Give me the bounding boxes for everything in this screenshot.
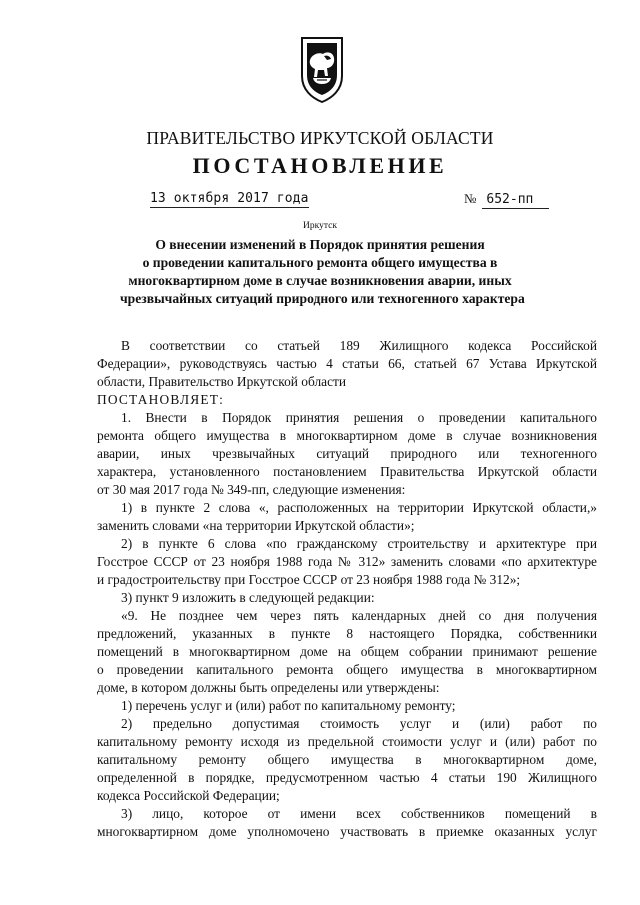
body-line: капитальному ремонту исходя из предельной стоимости услуг и (или) работ по [97,734,597,749]
body-line: аварии, иных чрезвычайных ситуаций природного или техногенного [97,446,597,461]
document-type-title: ПОСТАНОВЛЕНИЕ [192,153,448,178]
body-line: 2) предельно допустимая стоимость услуг и (или) работ по [121,716,597,731]
body-line: Федерации», руководствуясь частью 4 статьи 66, статьей 67 Устава Иркутской [97,356,597,371]
body-line: 1. Внести в Порядок принятия решения о проведении капитального [121,410,597,425]
body-line: помещений в многоквартирном доме на общем собрании принимают решение [97,644,597,659]
title-line: многоквартирном доме в случае возникновения аварии, иных [128,273,512,288]
body-line: 1) перечень услуг и (или) работ по капитальному ремонту; [121,698,456,713]
body-line: В соответствии со статьей 189 Жилищного кодекса Российской [121,338,597,353]
body-line: области, Правительство Иркутской области [97,374,347,389]
body-line: и градостроительству при Госстрое СССР от 23 ноября 1988 года № 312»; [97,572,521,587]
body-line: 3) лицо, которое от имени всех собственников помещений в [121,806,597,821]
decree-body [97,337,597,841]
body-line: 3) пункт 9 изложить в следующей редакции: [121,590,375,605]
resolves-heading: ПОСТАНОВЛЯЕТ: [97,392,225,407]
title-line: о проведении капитального ремонта общего имущества в [142,255,498,270]
body-line: предложений, указанных в пункте 8 настоящего Порядка, собственники [97,626,597,641]
body-line: 1) в пункте 2 слова «, расположенных на территории Иркутской области,» [121,500,597,515]
city-name: Иркутск [303,221,337,231]
body-line: доме, в котором должны быть определены или утверждены: [97,680,440,695]
title-line: чрезвычайных ситуаций природного или техногенного характера [120,291,525,306]
coat-of-arms-icon [297,36,347,104]
body-line: «9. Не позднее чем через пять календарных дней со дня получения [121,608,597,623]
document-number [464,191,549,209]
title-line: О внесении изменений в Порядок принятия решения [155,237,485,252]
body-line: капитальному ремонту общего имущества в многоквартирном доме, [97,752,597,767]
body-line: от 30 мая 2017 года № 349-пп, следующие изменения: [97,482,406,497]
body-line: заменить словами «на территории Иркутской области»; [97,518,415,533]
body-line: кодекса Российской Федерации; [97,788,280,803]
decree-title [120,236,525,308]
number-value: 652-пп [482,192,549,209]
body-line: 2) в пункте 6 слова «по гражданскому строительству и архитектуре при [121,536,597,551]
body-line: многоквартирном доме уполномочено участвовать в приемке оказанных услуг [97,824,597,839]
body-line: определенной в порядке, предусмотренном частью 4 статьи 190 Жилищного [97,770,597,785]
body-line: характера, установленного постановлением Правительства Иркутской области [97,464,597,479]
government-name: ПРАВИТЕЛЬСТВО ИРКУТСКОЙ ОБЛАСТИ [146,128,494,148]
number-sign: № [464,191,477,206]
document-date: 13 октября 2017 года [150,191,309,206]
body-line: ремонта общего имущества в многоквартирном доме в случае возникновения [97,428,597,443]
body-line: о проведении капитального ремонта общего имущества в многоквартирном [97,662,597,677]
body-line: Госстрое СССР от 23 ноября 1988 года № 312» заменить словами «по архитектуре [97,554,597,569]
